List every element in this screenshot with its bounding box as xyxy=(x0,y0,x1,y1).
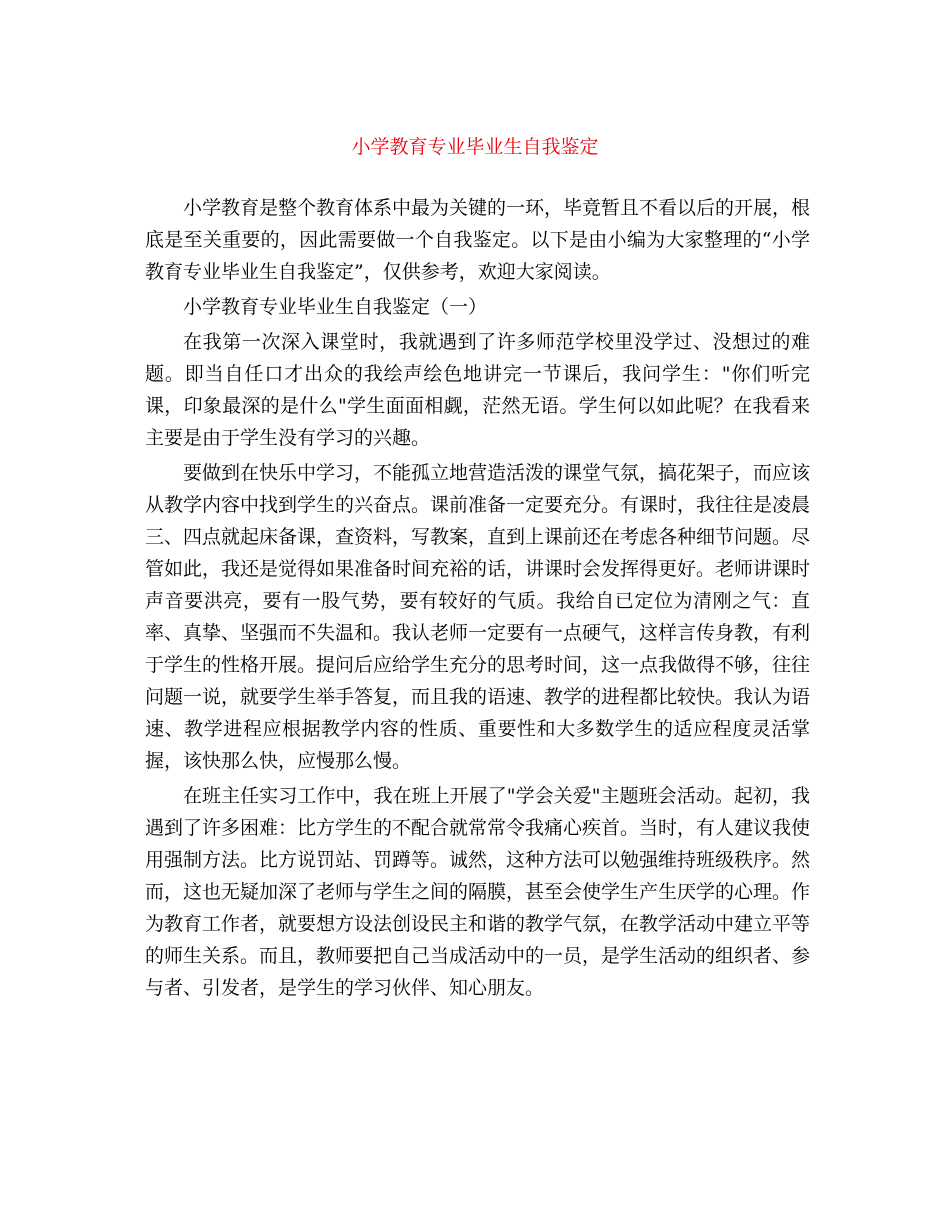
document-title: 小学教育专业毕业生自我鉴定 xyxy=(351,136,599,158)
body-paragraph: 要做到在快乐中学习，不能孤立地营造活泼的课堂气氛，搞花架子，而应该从教学内容中找到学生的兴奋点。课前准备一定要充分。有课时，我往往是凌晨三、四点就起床备课，查资料，写教案，直到上课前还在考虑各种细节问题。尽管如此，我还是觉得如果准备时间充裕的话，讲课时会发挥得更好。老师讲课时声音要洪亮，要有一股气势，要有较好的气质。我给自已定位为清刚之气：直率、真挚、坚强而不失温和。我认老师一定要有一点硬气，这样言传身教，有利于学生的性格开展。提问后应给学生充分的思考时间，这一点我做得不够，往往问题一说，就要学生举手答复，而且我的语速、教学的进程都比较快。我认为语速、教学进程应根据教学内容的性质、重要性和大多数学生的适应程度灵活掌握，该快那么快，应慢那么慢。 xyxy=(145,462,811,772)
section-heading: 小学教育专业毕业生自我鉴定（一） xyxy=(183,296,488,318)
body-paragraph: 在我第一次深入课堂时，我就遇到了许多师范学校里没学过、没想过的难题。即当自任口才出众的我绘声绘色地讲完一节课后，我问学生："你们听完课，印象最深的是什么"学生面面相觑，茫然无语。学生何以如此呢？在我看来主要是由于学生没有学习的兴趣。 xyxy=(145,331,810,449)
document-body xyxy=(145,192,810,1007)
body-paragraph: 在班主任实习工作中，我在班上开展了"学会关爱"主题班会活动。起初，我遇到了许多困难：比方学生的不配合就常常令我痛心疾首。当时，有人建议我使用强制方法。比方说罚站、罚蹲等。诚然，这种方法可以勉强维持班级秩序。然而，这也无疑加深了老师与学生之间的隔膜，甚至会使学生产生厌学的心理。作为教育工作者，就要想方设法创设民主和谐的教学气氛，在教学活动中建立平等的师生关系。而且，教师要把自己当成活动中的一员，是学生活动的组织者、参与者、引发者，是学生的学习伙伴、知心朋友。 xyxy=(145,785,811,999)
intro-paragraph: 小学教育是整个教育体系中最为关键的一环，毕竟暂且不看以后的开展，根底是至关重要的，因此需要做一个自我鉴定。以下是由小编为大家整理的“小学教育专业毕业生自我鉴定”，仅供参考，欢迎大家阅读。 xyxy=(145,197,811,283)
